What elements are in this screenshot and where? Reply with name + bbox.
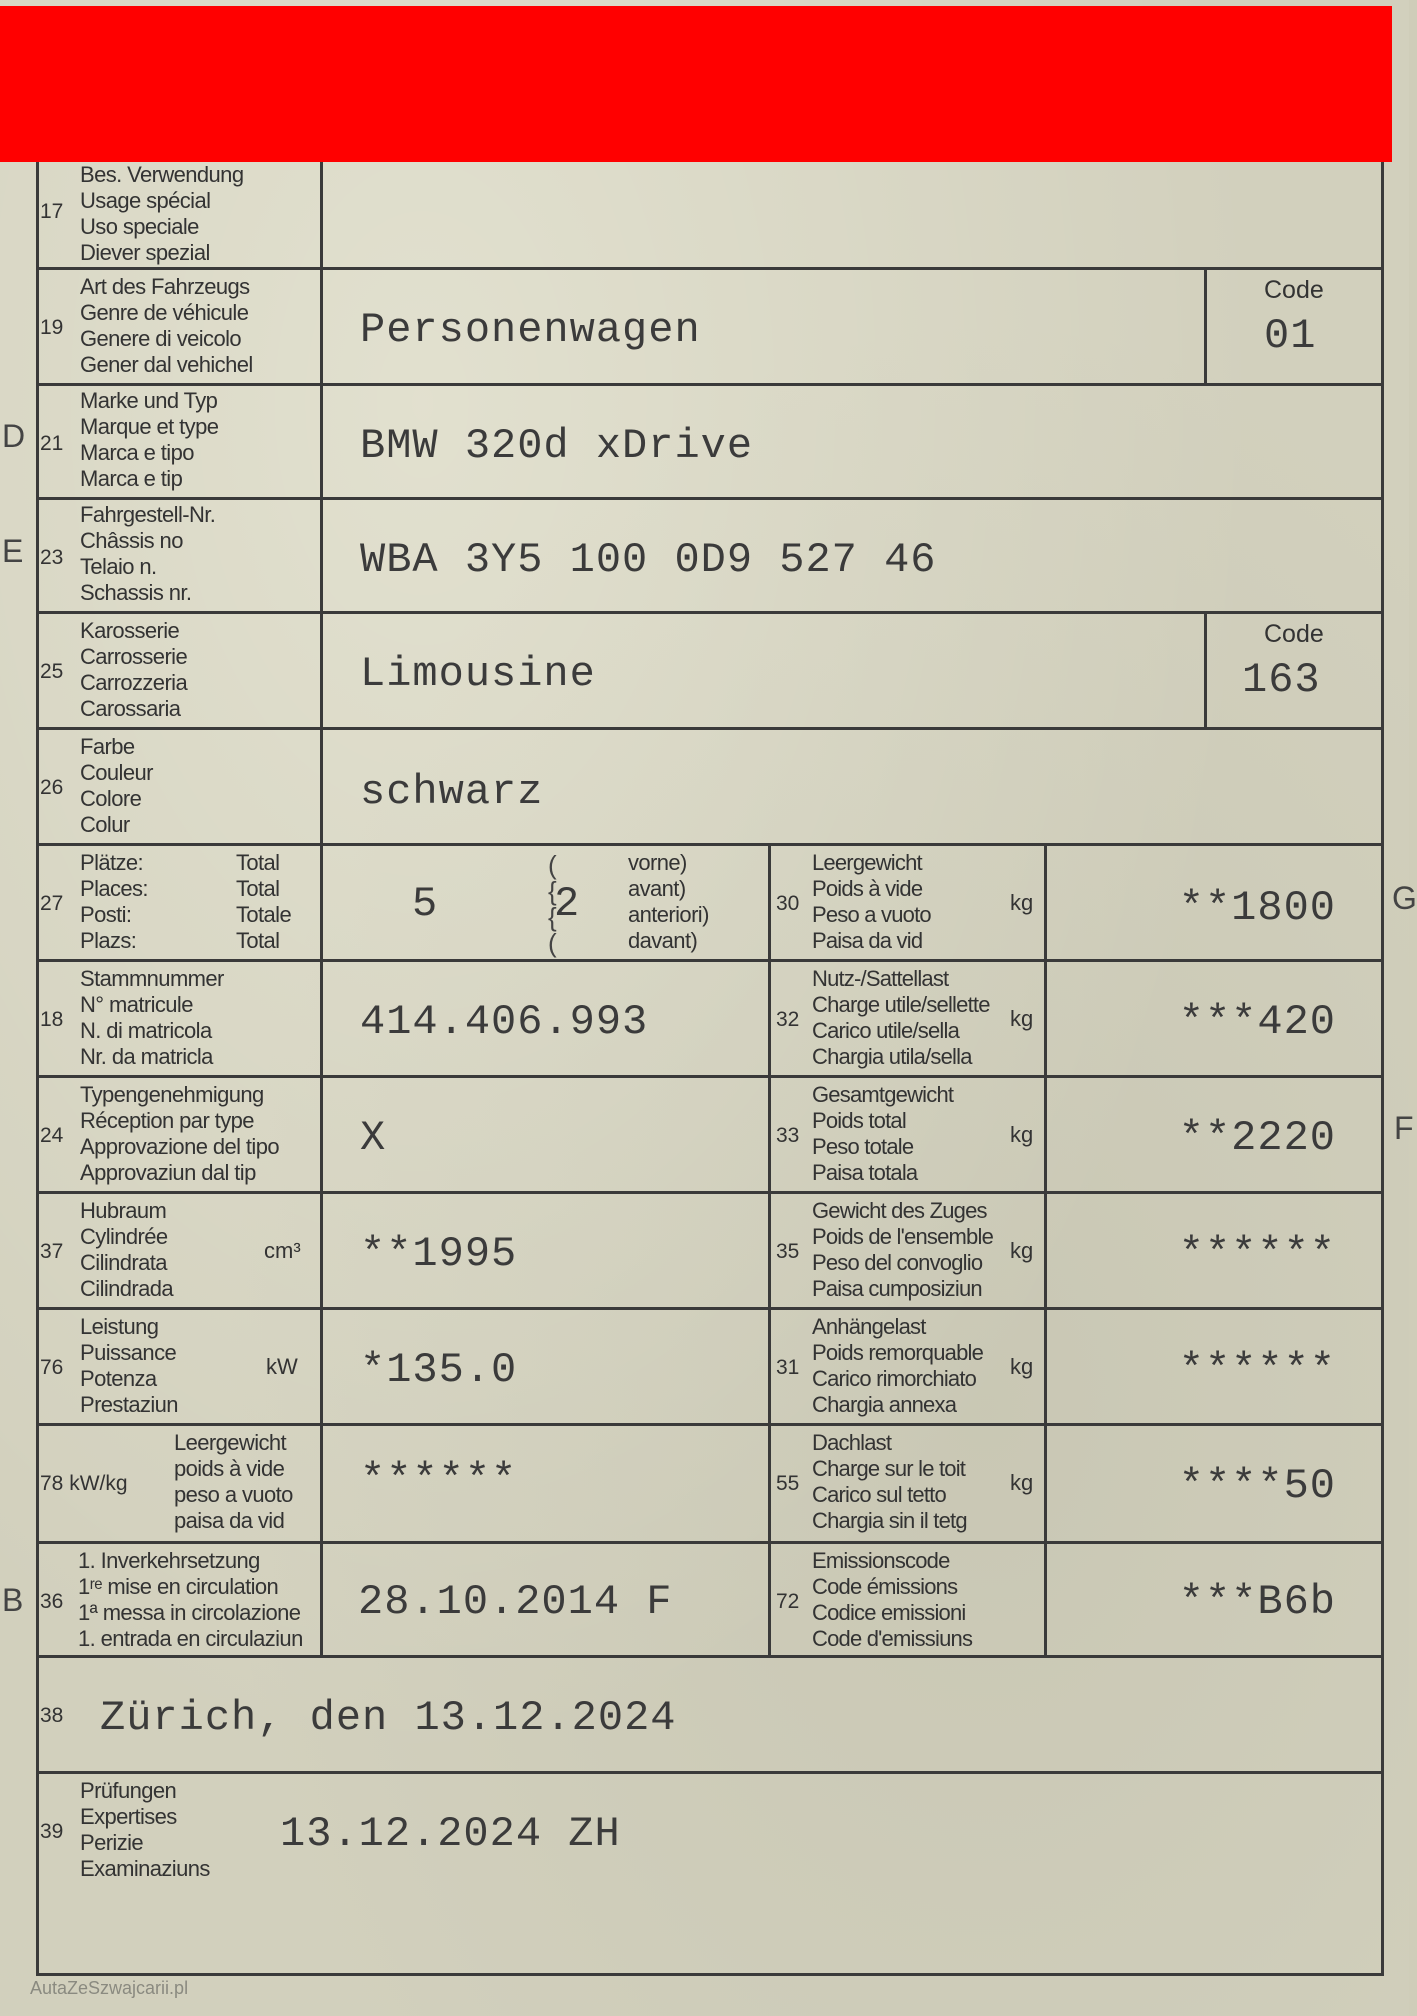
unit-label: cm³ [264, 1238, 301, 1263]
field-number: 36 [40, 1590, 64, 1613]
field-number: 55 [776, 1472, 800, 1495]
field-label: Marke und Typ Marque et type Marca e tipo Marca e tip [80, 388, 219, 491]
field-label: Stammnummer N° matricule N. di matricola Nr. da matricla [80, 966, 224, 1069]
field-number: 27 [40, 892, 64, 915]
row-inspections [36, 1774, 1384, 1894]
displacement-value: **1995 [360, 1230, 518, 1278]
field-label: Farbe Couleur Colore Colur [80, 734, 153, 837]
field-number: 37 [40, 1240, 64, 1263]
field-label: Fahrgestell-Nr. Châssis no Telaio n. Schassis nr. [80, 502, 216, 605]
row-body-type [36, 614, 1384, 730]
field-number: 38 [40, 1704, 64, 1727]
emissions-code-value: ***B6b [1178, 1578, 1336, 1626]
unit-label: kg [1010, 1470, 1034, 1495]
field-number: 18 [40, 1008, 64, 1031]
field-label: Karosserie Carrosserie Carrozzeria Carossaria [80, 618, 188, 721]
code-label: Code [1264, 620, 1324, 648]
row-seats-empty-weight [36, 846, 1384, 962]
seats-brace: ( { { ( [548, 850, 557, 958]
row-chassis-number [36, 500, 1384, 614]
unit-label: kg [1010, 1354, 1034, 1379]
inspection-date-value: 13.12.2024 ZH [280, 1810, 621, 1858]
seats-front-labels: vorne) avant) anteriori) davant) [628, 850, 709, 953]
side-letter-f: F [1394, 1110, 1414, 1146]
field-label: Leergewicht poids à vide peso a vuoto paisa da vid [174, 1430, 293, 1533]
make-type-value: BMW 320d xDrive [360, 422, 754, 470]
field-label: Plätze: Places: Posti: Plazs: [80, 850, 148, 953]
unit-label: kW [266, 1354, 298, 1379]
side-letter-d: D [2, 418, 26, 454]
field-label: Dachlast Charge sur le toit Carico sul tetto Chargia sin il tetg [812, 1430, 967, 1533]
field-number: 19 [40, 316, 64, 339]
row-vehicle-kind [36, 270, 1384, 386]
seats-total-value: 5 [412, 880, 439, 928]
unit-label: kg [1010, 890, 1034, 915]
field-label: Leergewicht Poids à vide Peso a vuoto Paisa da vid [812, 850, 931, 953]
side-letter-e: E [2, 533, 24, 569]
seats-front-value: 2 [554, 880, 581, 928]
field-number: 35 [776, 1240, 800, 1263]
master-number-value: 414.406.993 [360, 998, 649, 1046]
field-label: Hubraum Cylindrée Cilindrata Cilindrada [80, 1198, 174, 1301]
row-power-trailer-load [36, 1310, 1384, 1426]
row-type-approval-gross-weight [36, 1078, 1384, 1194]
field-number: 39 [40, 1820, 64, 1843]
side-letter-g: G [1392, 880, 1417, 916]
side-letter-b: B [2, 1582, 24, 1618]
unit-label: kg [1010, 1122, 1034, 1147]
field-number: 24 [40, 1124, 64, 1147]
field-label: Gesamtgewicht Poids total Peso totale Paisa totala [812, 1082, 954, 1185]
field-number: 33 [776, 1124, 800, 1147]
field-number: 31 [776, 1356, 800, 1379]
field-number: 78 kW/kg [40, 1472, 128, 1495]
field-number: 23 [40, 546, 64, 569]
vehicle-kind-code: 01 [1264, 312, 1317, 360]
field-label: Art des Fahrzeugs Genre de véhicule Genere di veicolo Gener dal vehichel [80, 274, 253, 377]
field-number: 32 [776, 1008, 800, 1031]
field-number: 72 [776, 1590, 800, 1613]
field-label: Bes. Verwendung Usage spécial Uso speciale Diever spezial [80, 162, 244, 265]
field-label: Typengenehmigung Réception par type Approvazione del tipo Approvaziun dal tip [80, 1082, 279, 1185]
chassis-number-value: WBA 3Y5 100 0D9 527 46 [360, 536, 937, 584]
field-label: Prüfungen Expertises Perizie Examinaziuns [80, 1778, 210, 1881]
unit-label: kg [1010, 1006, 1034, 1031]
roof-load-value: ****50 [1178, 1462, 1336, 1510]
row-color [36, 730, 1384, 846]
field-label: Nutz-/Sattellast Charge utile/sellette Carico utile/sella Chargia utila/sella [812, 966, 990, 1069]
place-date-value: Zürich, den 13.12.2024 [100, 1694, 677, 1742]
field-label: Leistung Puissance Potenza Prestaziun [80, 1314, 178, 1417]
code-label: Code [1264, 276, 1324, 304]
row-first-registration-emissions [36, 1544, 1384, 1658]
watermark: AutaZeSzwajcarii.pl [30, 1978, 189, 1998]
field-number: 26 [40, 776, 64, 799]
field-number: 76 [40, 1356, 64, 1379]
row-make-type [36, 386, 1384, 500]
trailer-load-value: ****** [1178, 1346, 1336, 1394]
row-special-use [36, 160, 1384, 270]
row-power-ratio-roof-load [36, 1426, 1384, 1544]
payload-value: ***420 [1178, 998, 1336, 1046]
vehicle-kind-value: Personenwagen [360, 306, 701, 354]
field-label: 1. Inverkehrsetzung 1ʳᵉ mise en circulation 1ª messa in circolazione 1. entrada en circulaziun [78, 1548, 303, 1651]
field-number: 25 [40, 660, 64, 683]
unit-label: kg [1010, 1238, 1034, 1263]
field-label: Anhängelast Poids remorquable Carico rimorchiato Chargia annexa [812, 1314, 984, 1417]
power-ratio-value: ****** [360, 1456, 518, 1504]
train-weight-value: ****** [1178, 1230, 1336, 1278]
field-label: Emissionscode Code émissions Codice emissioni Code d'emissiuns [812, 1548, 973, 1651]
row-displacement-train-weight [36, 1194, 1384, 1310]
field-number: 17 [40, 200, 64, 223]
row-place-date [36, 1658, 1384, 1774]
body-type-value: Limousine [360, 650, 596, 698]
color-value: schwarz [360, 768, 544, 816]
type-approval-value: X [360, 1114, 387, 1162]
field-number: 21 [40, 432, 64, 455]
seats-total-labels: Total Total Totale Total [236, 850, 292, 953]
first-registration-value: 28.10.2014 F [358, 1578, 673, 1626]
field-number: 30 [776, 892, 800, 915]
empty-weight-value: **1800 [1178, 884, 1336, 932]
gross-weight-value: **2220 [1178, 1114, 1336, 1162]
row-master-number-payload [36, 962, 1384, 1078]
power-value: *135.0 [360, 1346, 518, 1394]
redaction-bar [0, 6, 1392, 162]
field-label: Gewicht des Zuges Poids de l'ensemble Peso del convoglio Paisa cumposiziun [812, 1198, 994, 1301]
body-type-code: 163 [1242, 656, 1321, 704]
